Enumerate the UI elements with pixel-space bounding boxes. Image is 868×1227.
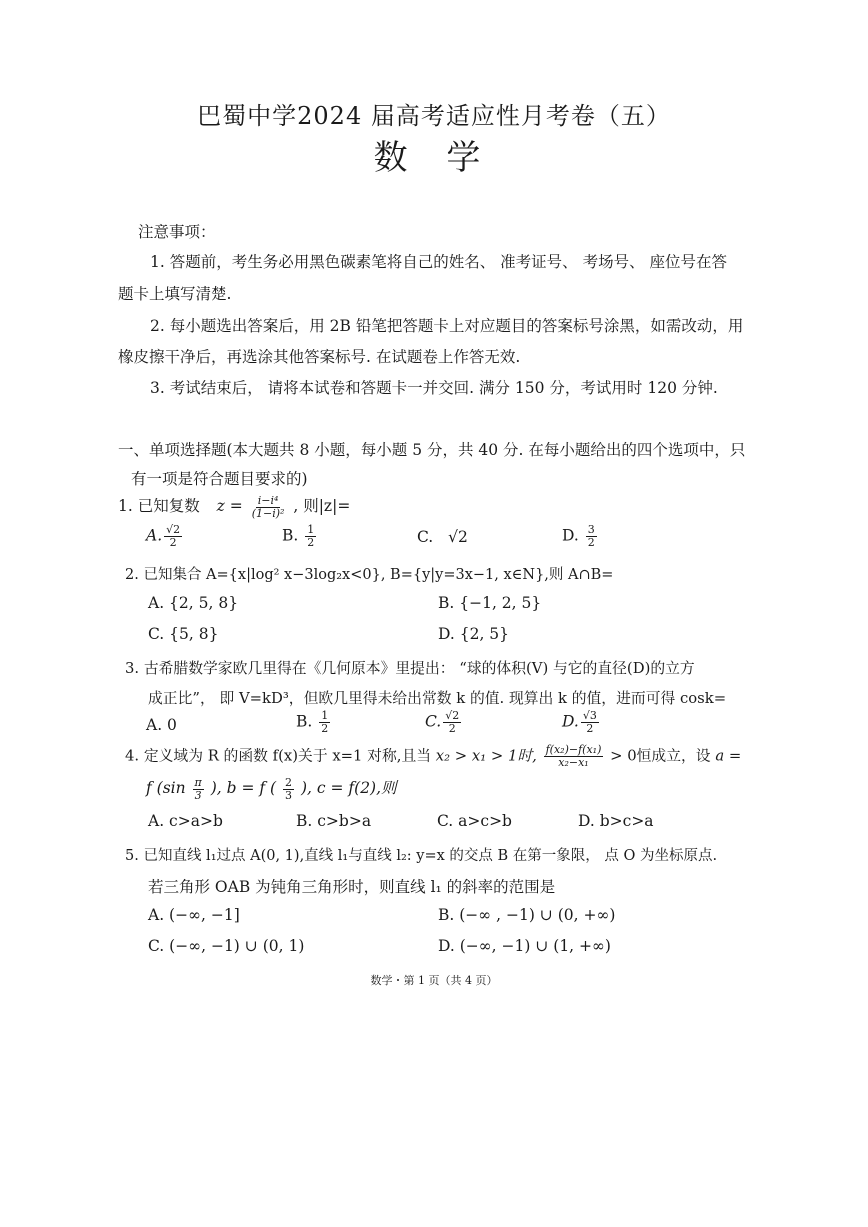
q3-c-fraction	[443, 710, 461, 735]
q1-d-label: D.	[562, 526, 579, 545]
note-2-line-b: 橡皮擦干净后，再选涂其他答案标号. 在试题卷上作答无效.	[118, 348, 521, 366]
q4-option-b: B. c>b>a	[296, 812, 372, 830]
q1-d-fraction	[586, 524, 597, 549]
q1-option-d	[562, 524, 599, 549]
q4-two-num: 2	[285, 775, 293, 789]
note-3: 3. 考试结束后， 请将本试卷和答题卡一并交回. 满分 150 分，考试用时 120 分钟.	[150, 379, 718, 397]
q3-d-label: D.	[562, 712, 579, 731]
q5-option-c: C. (−∞, −1) ∪ (0, 1)	[148, 937, 305, 955]
q1-stem-suffix: , 则|z|=	[293, 497, 351, 515]
q4-option-c: C. a>c>b	[437, 812, 512, 830]
q4-stem-mid: > 0恒成立，设	[610, 747, 711, 765]
q4-c-def: ), c = f(2),则	[300, 779, 397, 797]
question-5-stem-a: 5. 已知直线 l₁过点 A(0, 1),直线 l₁与直线 l₂: y=x 的交点 B 在第一象限， 点 O 为坐标原点.	[125, 848, 718, 864]
question-4-stem-a	[125, 744, 741, 769]
question-1-stem	[118, 494, 350, 520]
q1-d-num: 3	[587, 523, 595, 536]
q4-b-def: ), b = f (	[210, 779, 277, 797]
q5-option-b: B. (−∞ , −1) ∪ (0, +∞)	[438, 906, 616, 924]
q1-option-c	[417, 528, 468, 546]
q1-c-value: √2	[448, 528, 468, 546]
q4-two-den: 3	[285, 788, 293, 802]
q3-b-fraction	[319, 710, 330, 735]
q4-condition: x₂ > x₁ > 1时,	[435, 747, 537, 765]
note-2-line-a: 2. 每小题选出答案后，用 2B 铅笔把答题卡上对应题目的答案标号涂黑，如需改动，用	[150, 317, 744, 335]
question-3-stem-b: 成正比”， 即 V=kD³，但欧几里得未给出常数 k 的值. 现算出 k 的值，进而可得 cosk=	[148, 690, 727, 707]
q3-b-num: 1	[321, 709, 329, 722]
q1-z-eq: z =	[216, 497, 243, 515]
q3-d-num: √3	[582, 709, 597, 722]
note-1-line-b: 题卡上填写清楚.	[118, 285, 232, 303]
q3-b-den: 2	[321, 722, 329, 735]
q2-option-c: C. {5, 8}	[148, 625, 219, 643]
q4-stem-prefix: 4. 定义域为 R 的函数 f(x)关于 x=1 对称,且当	[125, 747, 432, 765]
question-4-stem-b	[146, 776, 397, 802]
q4-pi-den: 3	[194, 788, 202, 802]
exam-title: 巴蜀中学2024 届高考适应性月考卷（五）	[197, 102, 671, 130]
q3-c-den: 2	[448, 722, 456, 735]
q4-two-thirds	[283, 777, 294, 802]
q4-a-eq: a =	[715, 747, 742, 765]
q1-a-label: A.	[146, 526, 163, 545]
q1-c-label: C.	[417, 528, 434, 546]
q3-b-label: B.	[296, 712, 313, 731]
q3-option-b	[296, 710, 332, 735]
q2-option-b: B. {−1, 2, 5}	[438, 594, 542, 612]
subject-title: 数 学	[373, 138, 495, 178]
q2-option-a: A. {2, 5, 8}	[148, 594, 239, 612]
q3-d-den: 2	[586, 722, 594, 735]
q1-z-denominator: (1−i)²	[251, 506, 285, 520]
q4-f-sin: f (sin	[146, 779, 186, 797]
question-3-stem-a: 3. 古希腊数学家欧几里得在《几何原本》里提出： “球的体积(V) 与它的直径(D)的立方	[125, 660, 695, 677]
q3-option-c	[425, 710, 463, 735]
q1-a-fraction	[164, 524, 182, 549]
q1-b-label: B.	[282, 526, 299, 545]
note-1-line-a: 1. 答题前，考生务必用黑色碳素笔将自己的姓名、 准考证号、 考场号、 座位号在答	[150, 253, 727, 271]
q4-diff-num: f(x₂)−f(x₁)	[545, 743, 602, 756]
q1-b-num: 1	[307, 523, 315, 536]
q2-option-d: D. {2, 5}	[438, 625, 510, 643]
q1-b-den: 2	[307, 536, 315, 549]
q1-z-fraction	[250, 495, 287, 520]
q1-z-numerator: i−i⁴	[257, 493, 279, 507]
q5-option-a: A. (−∞, −1]	[148, 906, 240, 924]
question-2-stem: 2. 已知集合 A={x|log² x−3log₂x<0}, B={y|y=3x−1, x∈N},则 A∩B=	[125, 567, 614, 583]
q4-option-a: A. c>a>b	[148, 812, 223, 830]
q1-d-den: 2	[587, 536, 595, 549]
section-heading-b: 有一项是符合题目要求的)	[131, 470, 308, 488]
q3-c-num: √2	[445, 709, 460, 722]
q1-stem-prefix: 1. 已知复数	[118, 497, 200, 515]
q3-option-d	[562, 710, 601, 735]
q4-diff-fraction	[544, 744, 604, 769]
q3-option-a: A. 0	[146, 716, 177, 734]
q1-option-b	[282, 524, 318, 549]
q1-a-den: 2	[169, 536, 177, 549]
q3-d-fraction	[581, 710, 599, 735]
q1-a-num: √2	[166, 523, 181, 536]
q4-option-d: D. b>c>a	[578, 812, 654, 830]
page-footer: 数学・第 1 页（共 4 页）	[370, 974, 498, 987]
section-heading-a: 一、单项选择题(本大题共 8 小题，每小题 5 分，共 40 分. 在每小题给出的四个选项中，只	[118, 441, 746, 459]
q3-c-label: C.	[425, 712, 442, 731]
question-5-stem-b: 若三角形 OAB 为钝角三角形时，则直线 l₁ 的斜率的范围是	[148, 878, 556, 896]
notes-heading: 注意事项：	[138, 223, 216, 241]
q1-b-fraction	[305, 524, 316, 549]
q4-diff-den: x₂−x₁	[558, 756, 589, 769]
q5-option-d: D. (−∞, −1) ∪ (1, +∞)	[438, 937, 611, 955]
q4-pi-fraction	[193, 777, 204, 802]
q1-option-a	[146, 524, 184, 549]
q4-pi-num: π	[194, 775, 202, 789]
